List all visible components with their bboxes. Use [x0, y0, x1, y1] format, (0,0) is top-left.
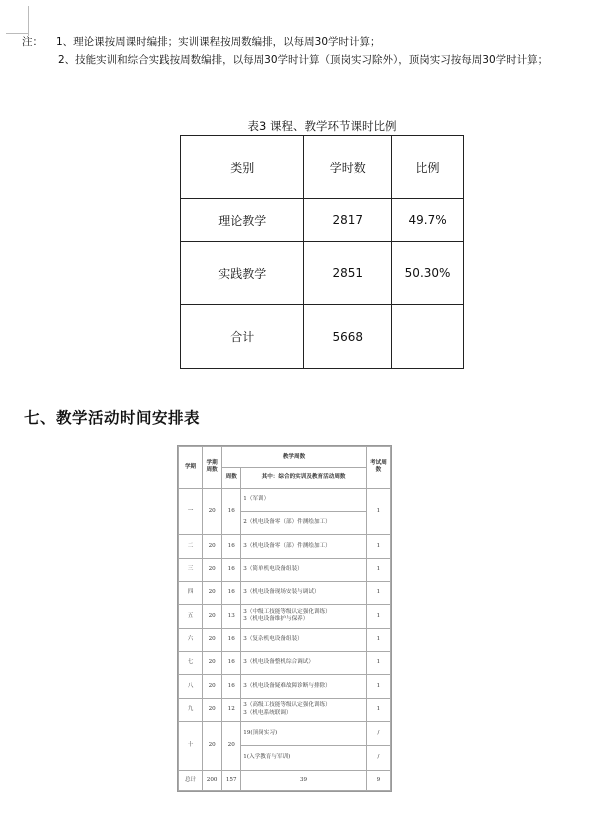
table3-row: [181, 199, 464, 242]
schedule-total-row: [179, 770, 391, 790]
table3-row: [181, 242, 464, 305]
schedule-cell-exam: /: [366, 746, 390, 770]
schedule-total-weeks: 157: [222, 770, 241, 790]
schedule-row: [179, 698, 391, 721]
schedule-table-frame: [177, 445, 392, 792]
schedule-cell-activity: 3（机电设备零（部）件测绘加工）: [241, 535, 367, 558]
schedule-row: [179, 535, 391, 558]
schedule-cell-activity: 3（简单机电设备组装）: [241, 558, 367, 581]
table3-cell-category: 实践教学: [181, 242, 304, 305]
table3-header-hours: 学时数: [304, 136, 392, 199]
schedule-cell-semester: 九: [179, 698, 203, 721]
schedule-cell-exam: 1: [366, 488, 390, 535]
schedule-activity-line: 3（机电设备维护与保养）: [243, 616, 309, 623]
table3-cell-ratio: [392, 305, 464, 369]
schedule-cell-total: 20: [203, 721, 222, 770]
schedule-row: [179, 628, 391, 651]
schedule-cell-exam: /: [366, 721, 390, 745]
schedule-cell-weeks: 16: [222, 651, 241, 674]
schedule-row: [179, 581, 391, 604]
schedule-cell-activity: 19(顶岗实习): [241, 721, 367, 745]
schedule-header-practice: 其中：综合的实训及教育活动周数: [241, 468, 367, 488]
schedule-cell-semester: 二: [179, 535, 203, 558]
schedule-row: [179, 605, 391, 628]
note-line-1: [22, 34, 381, 49]
table3-row: [181, 305, 464, 369]
schedule-cell-semester: 四: [179, 581, 203, 604]
schedule-cell-weeks: 20: [222, 721, 241, 770]
page-corner-mark-vertical: [28, 6, 29, 36]
table3-cell-category: 理论教学: [181, 199, 304, 242]
schedule-cell-total: 20: [203, 605, 222, 628]
schedule-header-weeks: 周数: [222, 468, 241, 488]
schedule-row: [179, 651, 391, 674]
schedule-total-practice: 39: [241, 770, 367, 790]
schedule-cell-exam: 1: [366, 558, 390, 581]
table3-header-category: 类别: [181, 136, 304, 199]
note-text-2: 2、技能实训和综合实践按周数编排，以每周30学时计算（顶岗实习除外），顶岗实习按每周30学时计算；: [58, 54, 549, 66]
schedule-cell-exam: 1: [366, 698, 390, 721]
table3-cell-ratio: 49.7%: [392, 199, 464, 242]
schedule-activity-line: 3（中级工技能等级认定强化训练）: [243, 609, 331, 616]
schedule-header-row: [179, 447, 391, 468]
schedule-cell-weeks: 16: [222, 581, 241, 604]
schedule-cell-weeks: 16: [222, 675, 241, 698]
schedule-cell-exam: 1: [366, 651, 390, 674]
schedule-table: [178, 446, 391, 791]
schedule-cell-total: 20: [203, 651, 222, 674]
schedule-cell-total: 20: [203, 628, 222, 651]
schedule-cell-semester: 八: [179, 675, 203, 698]
schedule-row: [179, 675, 391, 698]
schedule-header-teaching-weeks: 教学周数: [222, 447, 367, 468]
note-line-2: [58, 52, 548, 67]
schedule-header-exam-weeks: 考试周数: [366, 447, 390, 489]
schedule-row: [179, 488, 391, 511]
section-heading: 七、教学活动时间安排表: [24, 408, 201, 427]
schedule-cell-semester: 七: [179, 651, 203, 674]
schedule-total-exam: 9: [366, 770, 390, 790]
schedule-cell-semester: 五: [179, 605, 203, 628]
note-text-1: 1、理论课按周课时编排；实训课程按周数编排，以每周30学时计算；: [56, 36, 381, 48]
schedule-cell-exam: 1: [366, 628, 390, 651]
hours-ratio-table: [180, 135, 464, 369]
schedule-cell-activity: 3（复杂机电设备组装）: [241, 628, 367, 651]
table3-header-ratio: 比例: [392, 136, 464, 199]
schedule-header-semester-weeks: 学期周数: [203, 447, 222, 489]
schedule-cell-weeks: 16: [222, 488, 241, 535]
schedule-cell-activity: 3（机电设备疑难故障诊断与排除）: [241, 675, 367, 698]
schedule-cell-total: 20: [203, 581, 222, 604]
schedule-cell-activity: 1(入学教育与军训): [241, 746, 367, 770]
schedule-cell-total: 20: [203, 698, 222, 721]
schedule-cell-semester: 三: [179, 558, 203, 581]
schedule-activity-line: 3（机电系统联调）: [243, 709, 292, 716]
note-label: 注：: [22, 36, 43, 48]
schedule-cell-activity: [241, 605, 367, 628]
schedule-activity-line: 3（高级工技能等级认定强化训练）: [243, 702, 331, 709]
schedule-cell-activity: [241, 698, 367, 721]
table3-cell-hours: 2817: [304, 199, 392, 242]
schedule-cell-semester: 十: [179, 721, 203, 770]
schedule-cell-total: 20: [203, 558, 222, 581]
schedule-cell-weeks: 12: [222, 698, 241, 721]
schedule-header-semester: 学期: [179, 447, 203, 489]
table3-header-row: [181, 136, 464, 199]
schedule-cell-weeks: 13: [222, 605, 241, 628]
schedule-row: [179, 721, 391, 745]
schedule-cell-exam: 1: [366, 581, 390, 604]
schedule-cell-semester: 一: [179, 488, 203, 535]
schedule-row: [179, 558, 391, 581]
schedule-cell-semester: 六: [179, 628, 203, 651]
schedule-cell-total: 20: [203, 488, 222, 535]
schedule-cell-activity: 3（机电设备现场安装与调试）: [241, 581, 367, 604]
schedule-cell-activity: 1（军训）: [241, 488, 367, 511]
schedule-total-label: 总计: [179, 770, 203, 790]
schedule-cell-weeks: 16: [222, 628, 241, 651]
schedule-cell-exam: 1: [366, 675, 390, 698]
schedule-cell-activity: 2（机电设备零（部）件测绘加工）: [241, 511, 367, 534]
schedule-total-semester-weeks: 200: [203, 770, 222, 790]
table3-caption: 表3 课程、教学环节课时比例: [247, 119, 397, 133]
schedule-cell-total: 20: [203, 535, 222, 558]
table3-cell-category: 合计: [181, 305, 304, 369]
schedule-cell-weeks: 16: [222, 535, 241, 558]
schedule-cell-exam: 1: [366, 535, 390, 558]
schedule-cell-exam: 1: [366, 605, 390, 628]
schedule-cell-weeks: 16: [222, 558, 241, 581]
table3-cell-hours: 5668: [304, 305, 392, 369]
schedule-cell-total: 20: [203, 675, 222, 698]
table3-cell-hours: 2851: [304, 242, 392, 305]
table3-cell-ratio: 50.30%: [392, 242, 464, 305]
schedule-cell-activity: 3（机电设备整机综合调试）: [241, 651, 367, 674]
